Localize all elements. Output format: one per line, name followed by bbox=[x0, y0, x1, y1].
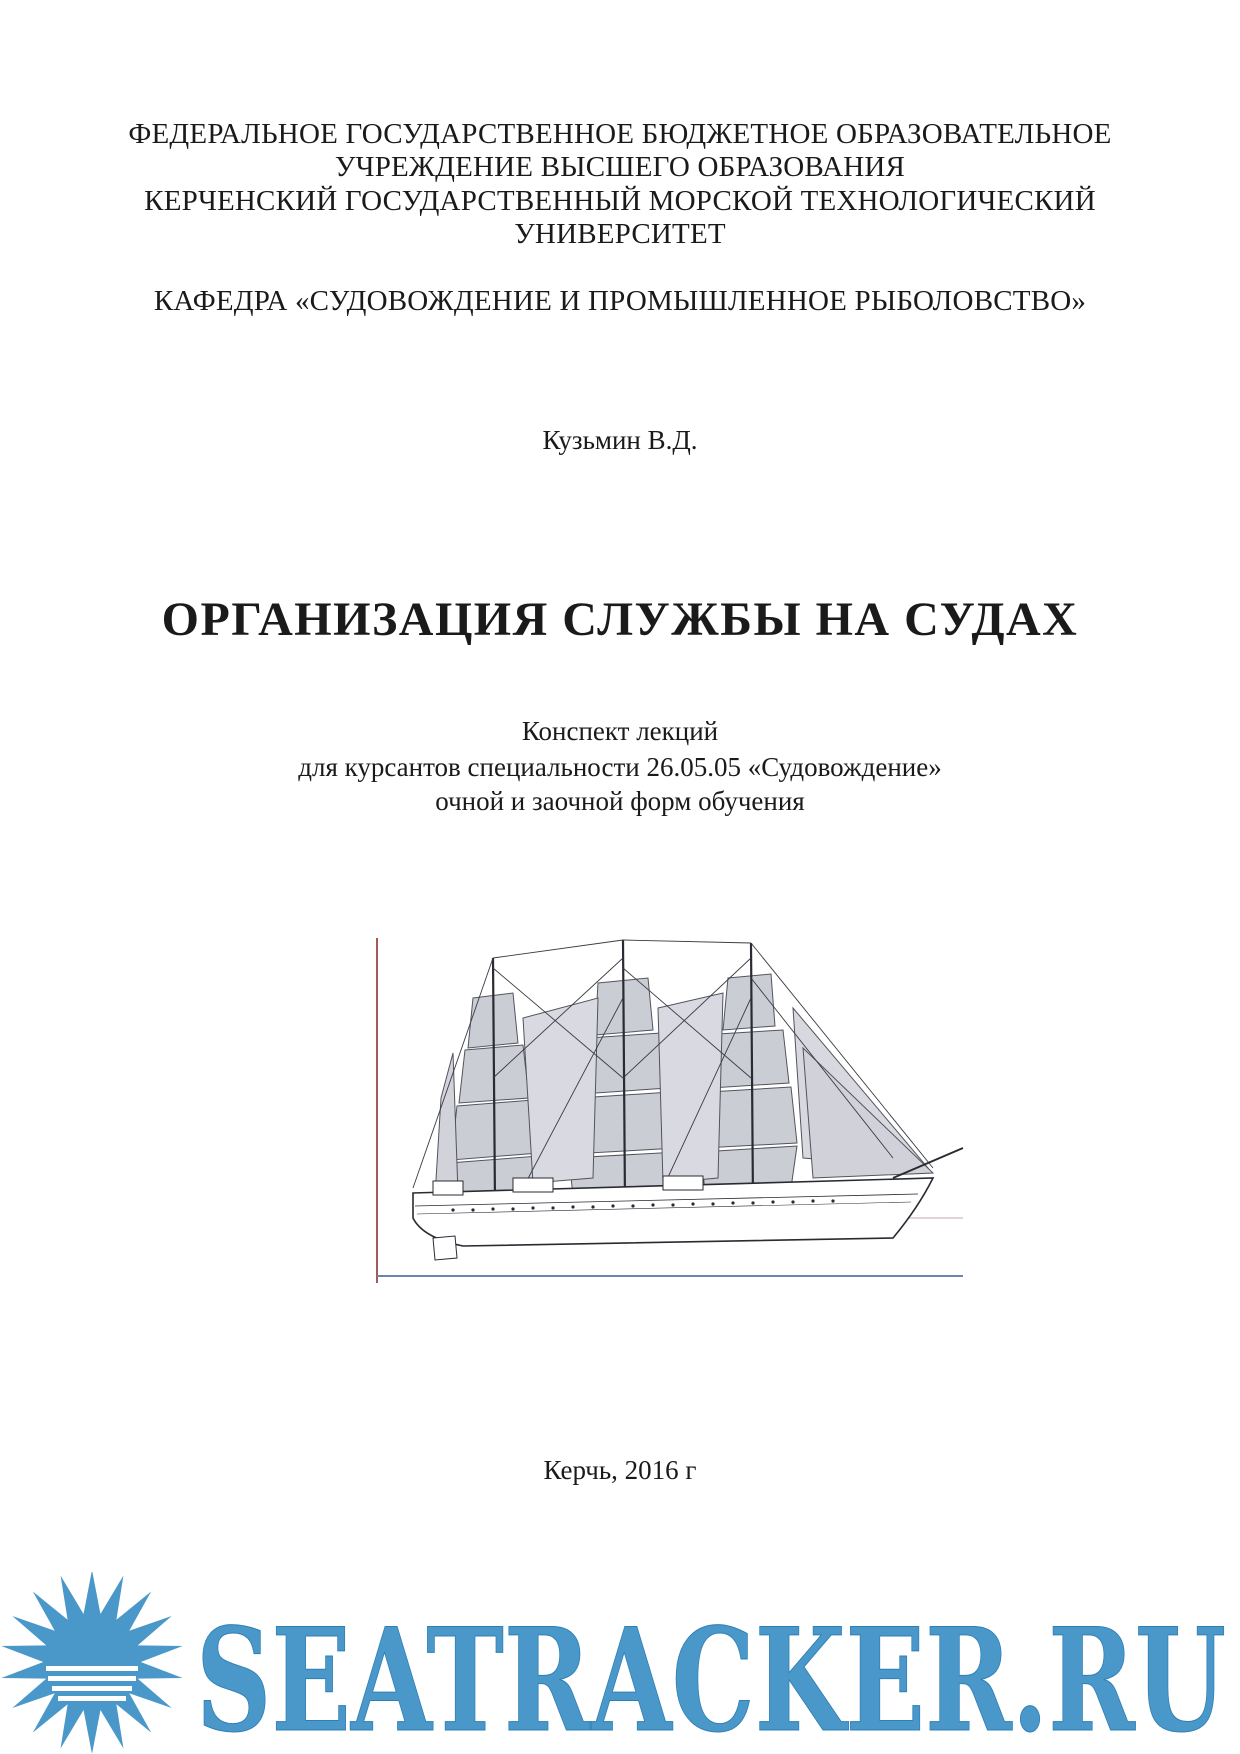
department-name: КАФЕДРА «СУДОВОЖДЕНИЕ И ПРОМЫШЛЕННОЕ РЫБОЛОВСТВО» bbox=[153, 285, 1087, 317]
document-title: ОРГАНИЗАЦИЯ СЛУЖБЫ НА СУДАХ bbox=[161, 593, 1079, 646]
watermark-text: SEATRACKER.RU bbox=[196, 1598, 1226, 1754]
sailing-ship-illustration bbox=[373, 938, 968, 1283]
subtitle-line-3: очной и заочной форм обучения bbox=[435, 786, 805, 816]
header-line-2: УЧРЕЖДЕНИЕ ВЫСШЕГО ОБРАЗОВАНИЯ bbox=[334, 151, 906, 183]
header-line-1: ФЕДЕРАЛЬНОЕ ГОСУДАРСТВЕННОЕ БЮДЖЕТНОЕ ОБРАЗОВАТЕЛЬНОЕ bbox=[128, 118, 1112, 150]
place-and-year: Керчь, 2016 г bbox=[543, 1455, 697, 1485]
sun-icon bbox=[0, 1572, 184, 1754]
subtitle-line-2: для курсантов специальности 26.05.05 «Судовождение» bbox=[298, 752, 942, 782]
subtitle-line-1: Конспект лекций bbox=[521, 716, 719, 746]
seatracker-watermark bbox=[0, 1572, 1240, 1754]
header-line-4: УНИВЕРСИТЕТ bbox=[514, 218, 726, 250]
header-line-3: КЕРЧЕНСКИЙ ГОСУДАРСТВЕННЫЙ МОРСКОЙ ТЕХНОЛОГИЧЕСКИЙ bbox=[144, 185, 1096, 217]
author-name: Кузьмин В.Д. bbox=[542, 425, 698, 455]
